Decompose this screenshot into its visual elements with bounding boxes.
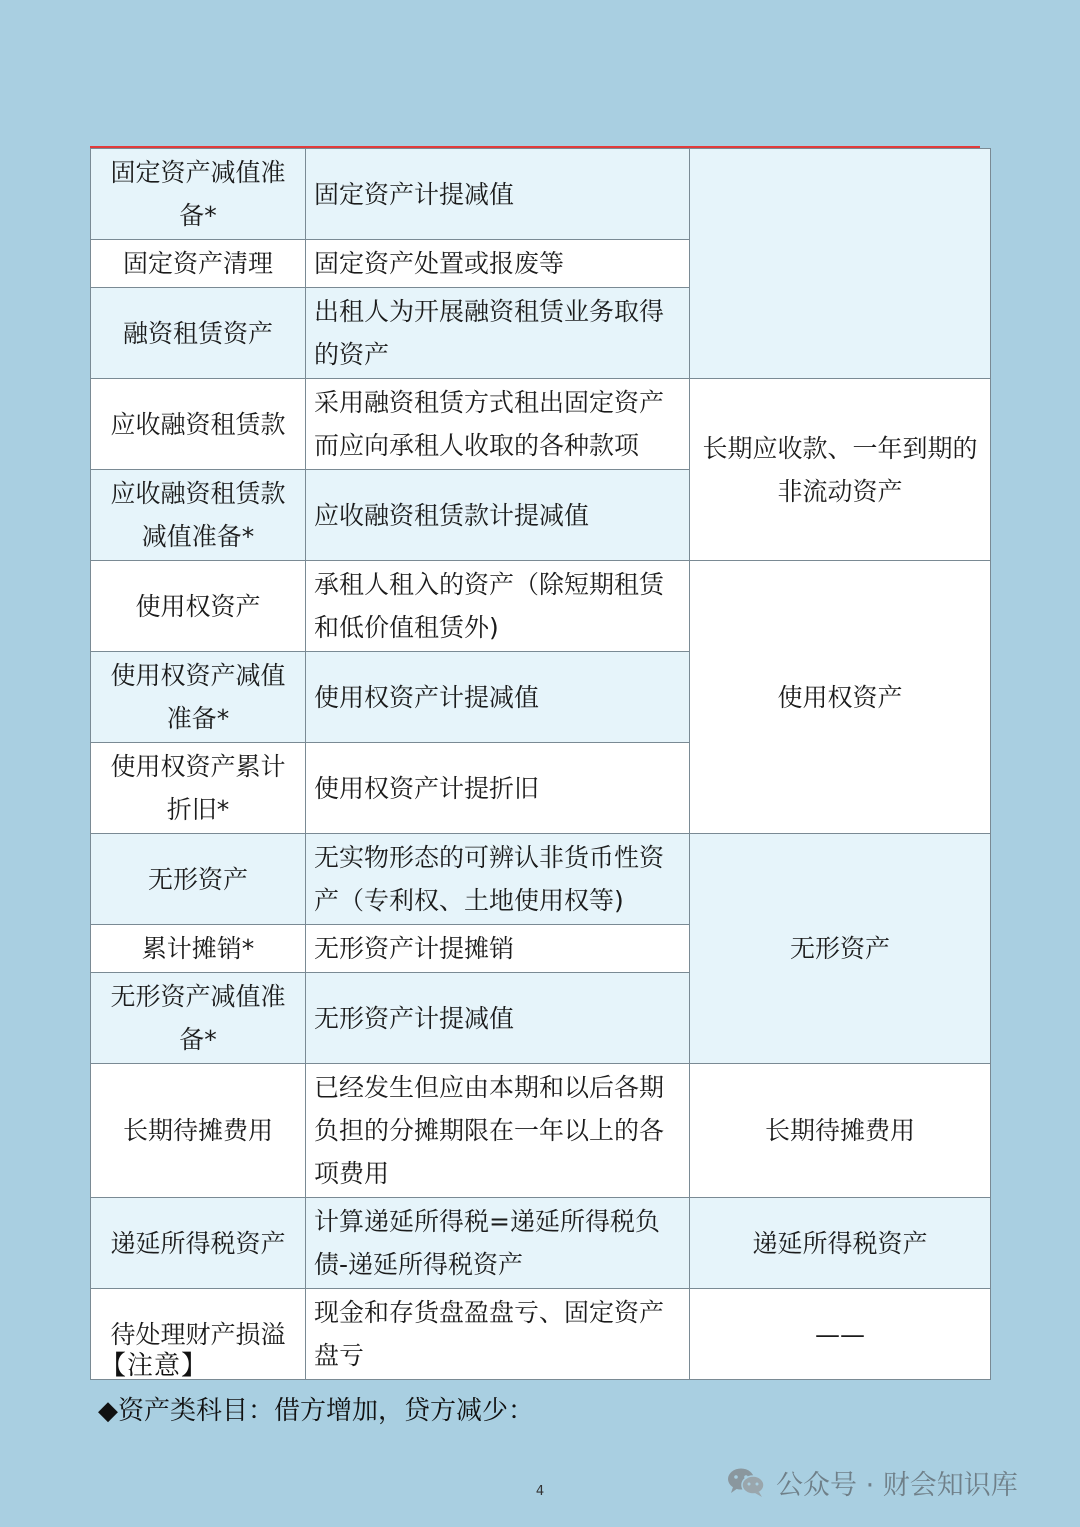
watermark <box>726 1462 1018 1502</box>
account-description: 无形资产计提摊销 <box>306 925 690 973</box>
document-page <box>90 148 990 1380</box>
account-name: 固定资产清理 <box>91 240 306 288</box>
table-row <box>91 1198 991 1289</box>
account-name: 递延所得税资产 <box>91 1198 306 1289</box>
watermark-text: 公众号 · 财会知识库 <box>776 1469 1018 1501</box>
table-row <box>91 149 991 240</box>
table-row <box>91 379 991 470</box>
account-name: 使用权资产累计折旧* <box>91 743 306 834</box>
report-item-long-term-receivable: 长期应收款、一年到期的非流动资产 <box>690 379 991 561</box>
account-name: 无形资产减值准备* <box>91 973 306 1064</box>
table-row <box>91 834 991 925</box>
account-description: 使用权资产计提折旧 <box>306 743 690 834</box>
account-description: 已经发生但应由本期和以后各期负担的分摊期限在一年以上的各项费用 <box>306 1064 690 1198</box>
table-row <box>91 1064 991 1198</box>
account-name: 应收融资租赁款减值准备* <box>91 470 306 561</box>
account-table <box>90 148 991 1380</box>
account-name: 使用权资产 <box>91 561 306 652</box>
report-item-intangible: 无形资产 <box>690 834 991 1064</box>
account-description: 现金和存货盘盈盘亏、固定资产盘亏 <box>306 1289 690 1380</box>
account-name: 应收融资租赁款 <box>91 379 306 470</box>
account-description: 无实物形态的可辨认非货币性资产（专利权、土地使用权等) <box>306 834 690 925</box>
report-item-long-term-prepaid: 长期待摊费用 <box>690 1064 991 1198</box>
report-item-right-of-use: 使用权资产 <box>690 561 991 834</box>
account-name: 待处理财产损溢 <box>91 1289 306 1380</box>
account-name: 无形资产 <box>91 834 306 925</box>
report-item-pending: —— <box>690 1289 991 1380</box>
account-name: 累计摊销* <box>91 925 306 973</box>
note-heading: 【注意】 <box>100 1351 209 1381</box>
account-description: 承租人租入的资产（除短期租赁和低价值租赁外) <box>306 561 690 652</box>
account-name: 融资租赁资产 <box>91 288 306 379</box>
wechat-icon <box>726 1466 766 1498</box>
report-item-top <box>690 149 991 379</box>
account-name: 长期待摊费用 <box>91 1064 306 1198</box>
page-number: 4 <box>535 1484 545 1499</box>
account-description: 采用融资租赁方式租出固定资产而应向承租人收取的各种款项 <box>306 379 690 470</box>
account-description: 固定资产计提减值 <box>306 149 690 240</box>
account-description: 出租人为开展融资租赁业务取得的资产 <box>306 288 690 379</box>
account-description: 应收融资租赁款计提减值 <box>306 470 690 561</box>
table-row <box>91 561 991 652</box>
account-description: 计算递延所得税=递延所得税负债-递延所得税资产 <box>306 1198 690 1289</box>
account-description: 无形资产计提减值 <box>306 973 690 1064</box>
account-description: 使用权资产计提减值 <box>306 652 690 743</box>
note-bullet: ◆资产类科目：借方增加，贷方减少： <box>98 1396 534 1426</box>
table-row <box>91 1289 991 1380</box>
account-name: 固定资产减值准备* <box>91 149 306 240</box>
account-description: 固定资产处置或报废等 <box>306 240 690 288</box>
account-name: 使用权资产减值准备* <box>91 652 306 743</box>
report-item-deferred-tax: 递延所得税资产 <box>690 1198 991 1289</box>
